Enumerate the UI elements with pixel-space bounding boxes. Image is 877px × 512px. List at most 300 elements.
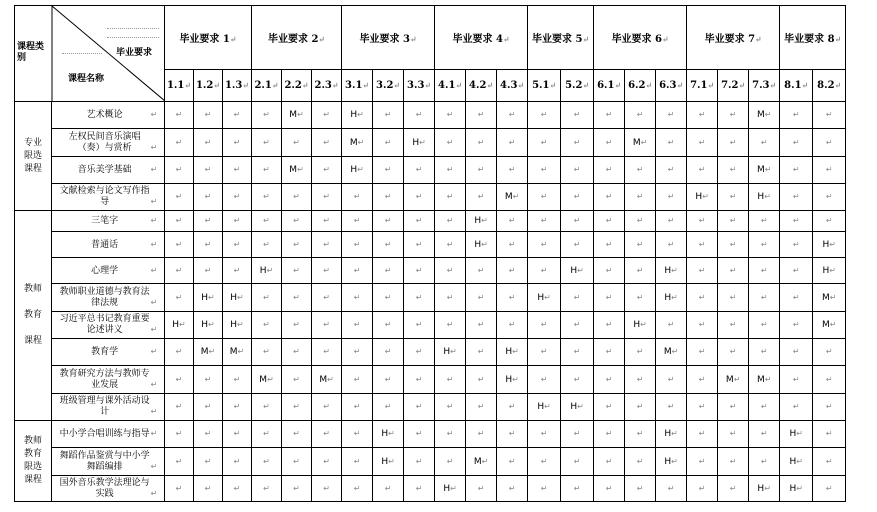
support-level-cell (528, 211, 561, 232)
paragraph-mark-icon: ↵ (636, 429, 644, 438)
support-level-cell (528, 476, 561, 502)
paragraph-mark-icon: ↵ (792, 137, 800, 147)
paragraph-mark-icon: ↵ (233, 110, 241, 119)
support-level-cell (282, 421, 312, 448)
support-level-cell (718, 211, 749, 232)
paragraph-mark-icon: ↵ (729, 165, 737, 174)
support-level-cell (342, 258, 373, 284)
course-name: 三笔字 (91, 216, 119, 226)
support-level-cell (749, 102, 780, 129)
support-level-cell (625, 184, 656, 211)
support-level-cell (435, 394, 466, 421)
course-name: 班级管理与课外活动设计 (59, 396, 150, 417)
support-level-cell (528, 312, 561, 339)
paragraph-mark-icon: ↵ (384, 137, 392, 147)
paragraph-mark-icon: ↵ (446, 456, 454, 466)
paragraph-mark-icon: ↵ (446, 239, 454, 249)
support-level-cell (194, 258, 223, 284)
paragraph-mark-icon: ↵ (662, 33, 669, 44)
table-row (15, 421, 846, 448)
paragraph-mark-icon: ↵ (263, 165, 270, 174)
paragraph-mark-icon: ↵ (384, 402, 392, 411)
support-level-cell (656, 448, 687, 476)
paragraph-mark-icon: ↵ (792, 192, 800, 201)
paragraph-mark-icon: ↵ (481, 216, 488, 225)
paragraph-mark-icon: ↵ (636, 216, 644, 225)
support-level-cell (780, 211, 813, 232)
paragraph-mark-icon: ↵ (605, 402, 613, 411)
paragraph-mark-icon: ↵ (150, 216, 158, 225)
paragraph-mark-icon: ↵ (323, 429, 330, 438)
paragraph-mark-icon: ↵ (293, 402, 300, 411)
paragraph-mark-icon: ↵ (150, 461, 158, 471)
paragraph-mark-icon: ↵ (323, 347, 330, 356)
requirement-indicator-header (625, 69, 656, 101)
paragraph-mark-icon: ↵ (605, 110, 613, 119)
paragraph-mark-icon: ↵ (508, 137, 516, 147)
support-level-cell (252, 284, 282, 312)
support-level-cell (594, 312, 625, 339)
support-level-cell (656, 366, 687, 394)
course-name-cell (52, 366, 165, 394)
paragraph-mark-icon: ↵ (605, 239, 613, 249)
paragraph-mark-icon: ↵ (792, 110, 800, 119)
support-level-cell (282, 284, 312, 312)
paragraph-mark-icon: ↵ (764, 165, 772, 174)
support-level-cell (813, 448, 846, 476)
paragraph-mark-icon: ↵ (540, 216, 548, 225)
support-level-cell (718, 476, 749, 502)
support-level-cell (466, 232, 497, 258)
paragraph-mark-icon: ↵ (233, 456, 241, 466)
support-level-cell (780, 366, 813, 394)
support-level-cell (373, 211, 404, 232)
requirement-indicator-header (528, 69, 561, 101)
support-level-mark: H (537, 292, 545, 303)
support-level-cell (165, 211, 194, 232)
support-level-cell (165, 394, 194, 421)
support-level-cell (528, 258, 561, 284)
requirement-axis-label: 毕业要求 (116, 48, 153, 58)
paragraph-mark-icon: ↵ (477, 137, 485, 147)
course-name-cell (52, 284, 165, 312)
paragraph-mark-icon: ↵ (667, 483, 675, 493)
support-level-mark: H (412, 137, 420, 148)
paragraph-mark-icon: ↵ (573, 429, 581, 438)
support-level-cell (594, 421, 625, 448)
support-level-cell (466, 339, 497, 366)
paragraph-mark-icon: ↵ (450, 347, 457, 356)
paragraph-mark-icon: ↵ (698, 292, 706, 302)
paragraph-mark-icon: ↵ (760, 347, 768, 356)
paragraph-mark-icon: ↵ (738, 79, 746, 90)
support-level-cell (528, 394, 561, 421)
support-level-cell (625, 232, 656, 258)
paragraph-mark-icon: ↵ (636, 374, 644, 384)
support-level-cell (373, 448, 404, 476)
requirement-group-label: 毕业要求 2 (267, 33, 319, 45)
support-level-cell (373, 366, 404, 394)
paragraph-mark-icon: ↵ (233, 265, 241, 275)
support-level-cell (252, 448, 282, 476)
paragraph-mark-icon: ↵ (605, 265, 613, 275)
paragraph-mark-icon: ↵ (384, 483, 392, 493)
support-level-cell (594, 232, 625, 258)
support-level-mark: H (505, 347, 513, 357)
support-level-cell (404, 184, 435, 211)
course-name: 文献检索与论文写作指导 (59, 186, 150, 207)
requirement-indicator-label: 7.1 (690, 79, 708, 91)
paragraph-mark-icon: ↵ (792, 165, 800, 174)
support-level-cell (561, 448, 594, 476)
support-level-cell (435, 339, 466, 366)
support-level-cell (813, 339, 846, 366)
paragraph-mark-icon: ↵ (834, 33, 842, 44)
paragraph-mark-icon: ↵ (481, 239, 488, 249)
support-level-cell (252, 476, 282, 502)
paragraph-mark-icon: ↵ (150, 407, 158, 416)
requirement-indicator-header (813, 69, 846, 101)
support-level-mark: H (570, 265, 578, 276)
support-level-cell (312, 284, 342, 312)
support-level-cell (625, 157, 656, 184)
table-row (15, 366, 846, 394)
paragraph-mark-icon: ↵ (233, 216, 241, 225)
support-level-cell (252, 394, 282, 421)
support-level-cell (194, 448, 223, 476)
course-name-cell (52, 258, 165, 284)
paragraph-mark-icon: ↵ (263, 483, 270, 493)
paragraph-mark-icon: ↵ (508, 110, 516, 119)
paragraph-mark-icon: ↵ (233, 239, 241, 249)
paragraph-mark-icon: ↵ (357, 165, 364, 174)
paragraph-mark-icon: ↵ (698, 265, 706, 275)
support-level-cell (687, 129, 718, 157)
paragraph-mark-icon: ↵ (573, 192, 581, 201)
paragraph-mark-icon: ↵ (297, 165, 304, 174)
support-level-mark: H (757, 192, 765, 202)
support-level-cell (282, 339, 312, 366)
paragraph-mark-icon: ↵ (582, 33, 590, 44)
support-level-cell (780, 102, 813, 129)
requirement-indicator-header (780, 69, 813, 101)
support-level-cell (497, 129, 528, 157)
paragraph-mark-icon: ↵ (636, 456, 644, 466)
support-level-mark: H (757, 483, 765, 494)
table-row (15, 476, 846, 502)
support-level-cell (223, 394, 252, 421)
requirement-indicator-header (497, 69, 528, 101)
support-level-cell (497, 366, 528, 394)
paragraph-mark-icon: ↵ (636, 292, 644, 302)
support-level-cell (528, 421, 561, 448)
paragraph-mark-icon: ↵ (150, 142, 158, 152)
support-level-cell (373, 394, 404, 421)
support-level-cell (435, 366, 466, 394)
paragraph-mark-icon: ↵ (213, 79, 221, 90)
paragraph-mark-icon: ↵ (605, 165, 613, 174)
paragraph-mark-icon: ↵ (477, 374, 485, 384)
support-level-cell (749, 312, 780, 339)
support-level-cell (312, 421, 342, 448)
support-level-cell (656, 232, 687, 258)
support-level-cell (404, 476, 435, 502)
requirement-indicator-label: 4.2 (469, 79, 487, 91)
paragraph-mark-icon: ↵ (605, 137, 613, 147)
support-level-cell (497, 184, 528, 211)
support-level-cell (656, 184, 687, 211)
paragraph-mark-icon: ↵ (792, 239, 800, 249)
paragraph-mark-icon: ↵ (508, 429, 516, 438)
course-name-cell (52, 421, 165, 448)
requirement-group-header (780, 6, 846, 70)
paragraph-mark-icon: ↵ (605, 483, 613, 493)
paragraph-mark-icon: ↵ (667, 320, 675, 329)
paragraph-mark-icon: ↵ (671, 265, 678, 275)
paragraph-mark-icon: ↵ (450, 483, 457, 493)
paragraph-mark-icon: ↵ (415, 429, 423, 438)
paragraph-mark-icon: ↵ (477, 265, 485, 275)
support-level-cell (561, 232, 594, 258)
support-level-cell (404, 232, 435, 258)
support-level-cell (404, 211, 435, 232)
course-name-cell (52, 394, 165, 421)
paragraph-mark-icon: ↵ (175, 165, 183, 174)
paragraph-mark-icon: ↵ (323, 483, 330, 493)
paragraph-mark-icon: ↵ (512, 374, 519, 384)
support-level-cell (687, 312, 718, 339)
support-level-cell (404, 339, 435, 366)
paragraph-mark-icon: ↵ (729, 456, 737, 466)
support-level-cell (223, 211, 252, 232)
paragraph-mark-icon: ↵ (733, 374, 741, 384)
support-level-cell (466, 258, 497, 284)
support-level-cell (749, 184, 780, 211)
paragraph-mark-icon: ↵ (636, 347, 644, 356)
paragraph-mark-icon: ↵ (636, 192, 644, 201)
paragraph-mark-icon: ↵ (327, 374, 334, 384)
paragraph-mark-icon: ↵ (204, 265, 212, 275)
support-level-cell (497, 211, 528, 232)
support-level-cell (165, 284, 194, 312)
support-level-cell (373, 232, 404, 258)
paragraph-mark-icon: ↵ (208, 347, 216, 356)
requirement-group-label: 毕业要求 5 (532, 33, 583, 45)
support-level-cell (404, 258, 435, 284)
paragraph-mark-icon: ↵ (676, 79, 684, 90)
paragraph-mark-icon: ↵ (481, 456, 489, 466)
paragraph-mark-icon: ↵ (698, 165, 706, 174)
paragraph-mark-icon: ↵ (419, 137, 426, 147)
paragraph-mark-icon: ↵ (293, 192, 300, 201)
paragraph-mark-icon: ↵ (263, 137, 270, 147)
support-level-cell (194, 129, 223, 157)
support-level-cell (223, 258, 252, 284)
support-level-cell (528, 184, 561, 211)
requirement-indicator-label: 2.3 (314, 79, 332, 91)
support-level-mark: M (229, 347, 238, 357)
paragraph-mark-icon: ↵ (263, 320, 270, 329)
requirement-indicator-header (165, 69, 194, 101)
support-level-cell (252, 157, 282, 184)
course-axis-label-wrap (68, 74, 104, 85)
support-level-cell (656, 394, 687, 421)
paragraph-mark-icon: ↵ (415, 483, 423, 493)
paragraph-mark-icon: ↵ (477, 483, 485, 493)
support-level-mark: H (789, 483, 797, 494)
support-level-cell (223, 366, 252, 394)
support-level-cell (282, 258, 312, 284)
support-level-cell (466, 312, 497, 339)
support-level-cell (561, 284, 594, 312)
support-level-cell (312, 448, 342, 476)
support-level-mark: M (289, 110, 298, 120)
support-level-cell (165, 448, 194, 476)
requirement-indicator-header (718, 69, 749, 101)
support-level-cell (594, 448, 625, 476)
support-level-cell (749, 232, 780, 258)
support-level-cell (223, 232, 252, 258)
support-level-cell (373, 129, 404, 157)
support-level-cell (223, 129, 252, 157)
paragraph-mark-icon: ↵ (540, 347, 548, 356)
paragraph-mark-icon: ↵ (175, 347, 183, 356)
support-level-cell (223, 312, 252, 339)
support-level-mark: H (537, 402, 545, 412)
paragraph-mark-icon: ↵ (415, 320, 423, 329)
paragraph-mark-icon: ↵ (384, 320, 392, 329)
support-level-mark: H (201, 292, 209, 303)
support-level-cell (625, 421, 656, 448)
paragraph-mark-icon: ↵ (760, 429, 768, 438)
paragraph-mark-icon: ↵ (357, 137, 365, 147)
requirement-indicator-label: 6.1 (597, 79, 615, 91)
support-level-cell (780, 258, 813, 284)
requirement-indicator-label: 3.2 (376, 79, 394, 91)
support-level-cell (404, 394, 435, 421)
paragraph-mark-icon: ↵ (384, 110, 392, 119)
paragraph-mark-icon: ↵ (825, 374, 833, 384)
paragraph-mark-icon: ↵ (573, 137, 581, 147)
support-level-cell (342, 211, 373, 232)
support-level-cell (404, 157, 435, 184)
dotted-guide (107, 37, 159, 38)
support-level-mark: H (474, 239, 482, 250)
paragraph-mark-icon: ↵ (477, 320, 485, 329)
paragraph-mark-icon: ↵ (323, 216, 330, 225)
support-level-cell (687, 232, 718, 258)
support-level-cell (373, 102, 404, 129)
paragraph-mark-icon: ↵ (508, 216, 516, 225)
support-level-cell (780, 284, 813, 312)
support-level-cell (435, 232, 466, 258)
support-level-cell (342, 366, 373, 394)
paragraph-mark-icon: ↵ (446, 110, 454, 119)
support-level-cell (252, 258, 282, 284)
support-level-mark: H (381, 429, 389, 439)
support-level-cell (252, 421, 282, 448)
support-level-cell (165, 366, 194, 394)
table-row (15, 258, 846, 284)
paragraph-mark-icon: ↵ (667, 239, 675, 249)
support-level-cell (312, 339, 342, 366)
support-level-cell (528, 366, 561, 394)
support-level-cell (594, 258, 625, 284)
paragraph-mark-icon: ↵ (544, 402, 551, 411)
support-level-cell (813, 129, 846, 157)
paragraph-mark-icon: ↵ (825, 192, 833, 201)
paragraph-mark-icon: ↵ (446, 265, 454, 275)
paragraph-mark-icon: ↵ (540, 110, 548, 119)
support-level-cell (342, 421, 373, 448)
support-level-cell (373, 184, 404, 211)
support-level-cell (625, 258, 656, 284)
paragraph-mark-icon: ↵ (729, 137, 737, 147)
paragraph-mark-icon: ↵ (825, 216, 833, 225)
support-level-mark: H (664, 292, 672, 303)
paragraph-mark-icon: ↵ (293, 374, 300, 384)
paragraph-mark-icon: ↵ (671, 347, 679, 356)
paragraph-mark-icon: ↵ (549, 79, 557, 90)
paragraph-mark-icon: ↵ (357, 110, 364, 119)
support-level-cell (342, 102, 373, 129)
dotted-guide (107, 28, 159, 29)
requirement-group-label: 毕业要求 8 (784, 33, 835, 45)
support-level-cell (342, 312, 373, 339)
paragraph-mark-icon: ↵ (323, 239, 330, 249)
paragraph-mark-icon: ↵ (605, 347, 613, 356)
paragraph-mark-icon: ↵ (573, 456, 581, 466)
paragraph-mark-icon: ↵ (729, 429, 737, 438)
support-level-cell (813, 258, 846, 284)
paragraph-mark-icon: ↵ (760, 292, 768, 302)
requirement-indicator-label: 7.3 (752, 79, 770, 91)
paragraph-mark-icon: ↵ (446, 374, 454, 384)
support-level-mark: M (200, 347, 209, 357)
paragraph-mark-icon: ↵ (512, 347, 519, 356)
paragraph-mark-icon: ↵ (415, 456, 423, 466)
paragraph-mark-icon: ↵ (760, 216, 768, 225)
paragraph-mark-icon: ↵ (829, 265, 836, 275)
paragraph-mark-icon: ↵ (263, 110, 270, 119)
support-level-cell (656, 211, 687, 232)
support-level-cell (780, 232, 813, 258)
paragraph-mark-icon: ↵ (446, 216, 454, 225)
paragraph-mark-icon: ↵ (760, 320, 768, 329)
dotted-guide (62, 53, 102, 54)
support-level-cell (561, 258, 594, 284)
support-level-cell (435, 211, 466, 232)
course-name: 中小学合唱训练与指导 (59, 429, 150, 439)
paragraph-mark-icon: ↵ (208, 292, 215, 302)
paragraph-mark-icon: ↵ (455, 79, 463, 90)
support-level-cell (718, 102, 749, 129)
support-level-mark: H (822, 265, 830, 276)
paragraph-mark-icon: ↵ (263, 216, 270, 225)
support-level-mark: H (789, 456, 797, 467)
support-level-cell (656, 284, 687, 312)
paragraph-mark-icon: ↵ (204, 137, 212, 147)
course-name: 习近平总书记教育重要论述讲义 (59, 314, 150, 335)
paragraph-mark-icon: ↵ (792, 216, 800, 225)
paragraph-mark-icon: ↵ (508, 456, 516, 466)
support-level-cell (194, 394, 223, 421)
support-level-cell (165, 129, 194, 157)
paragraph-mark-icon: ↵ (353, 374, 361, 384)
requirement-indicator-header (282, 69, 312, 101)
paragraph-mark-icon: ↵ (698, 402, 706, 411)
support-level-cell (625, 211, 656, 232)
